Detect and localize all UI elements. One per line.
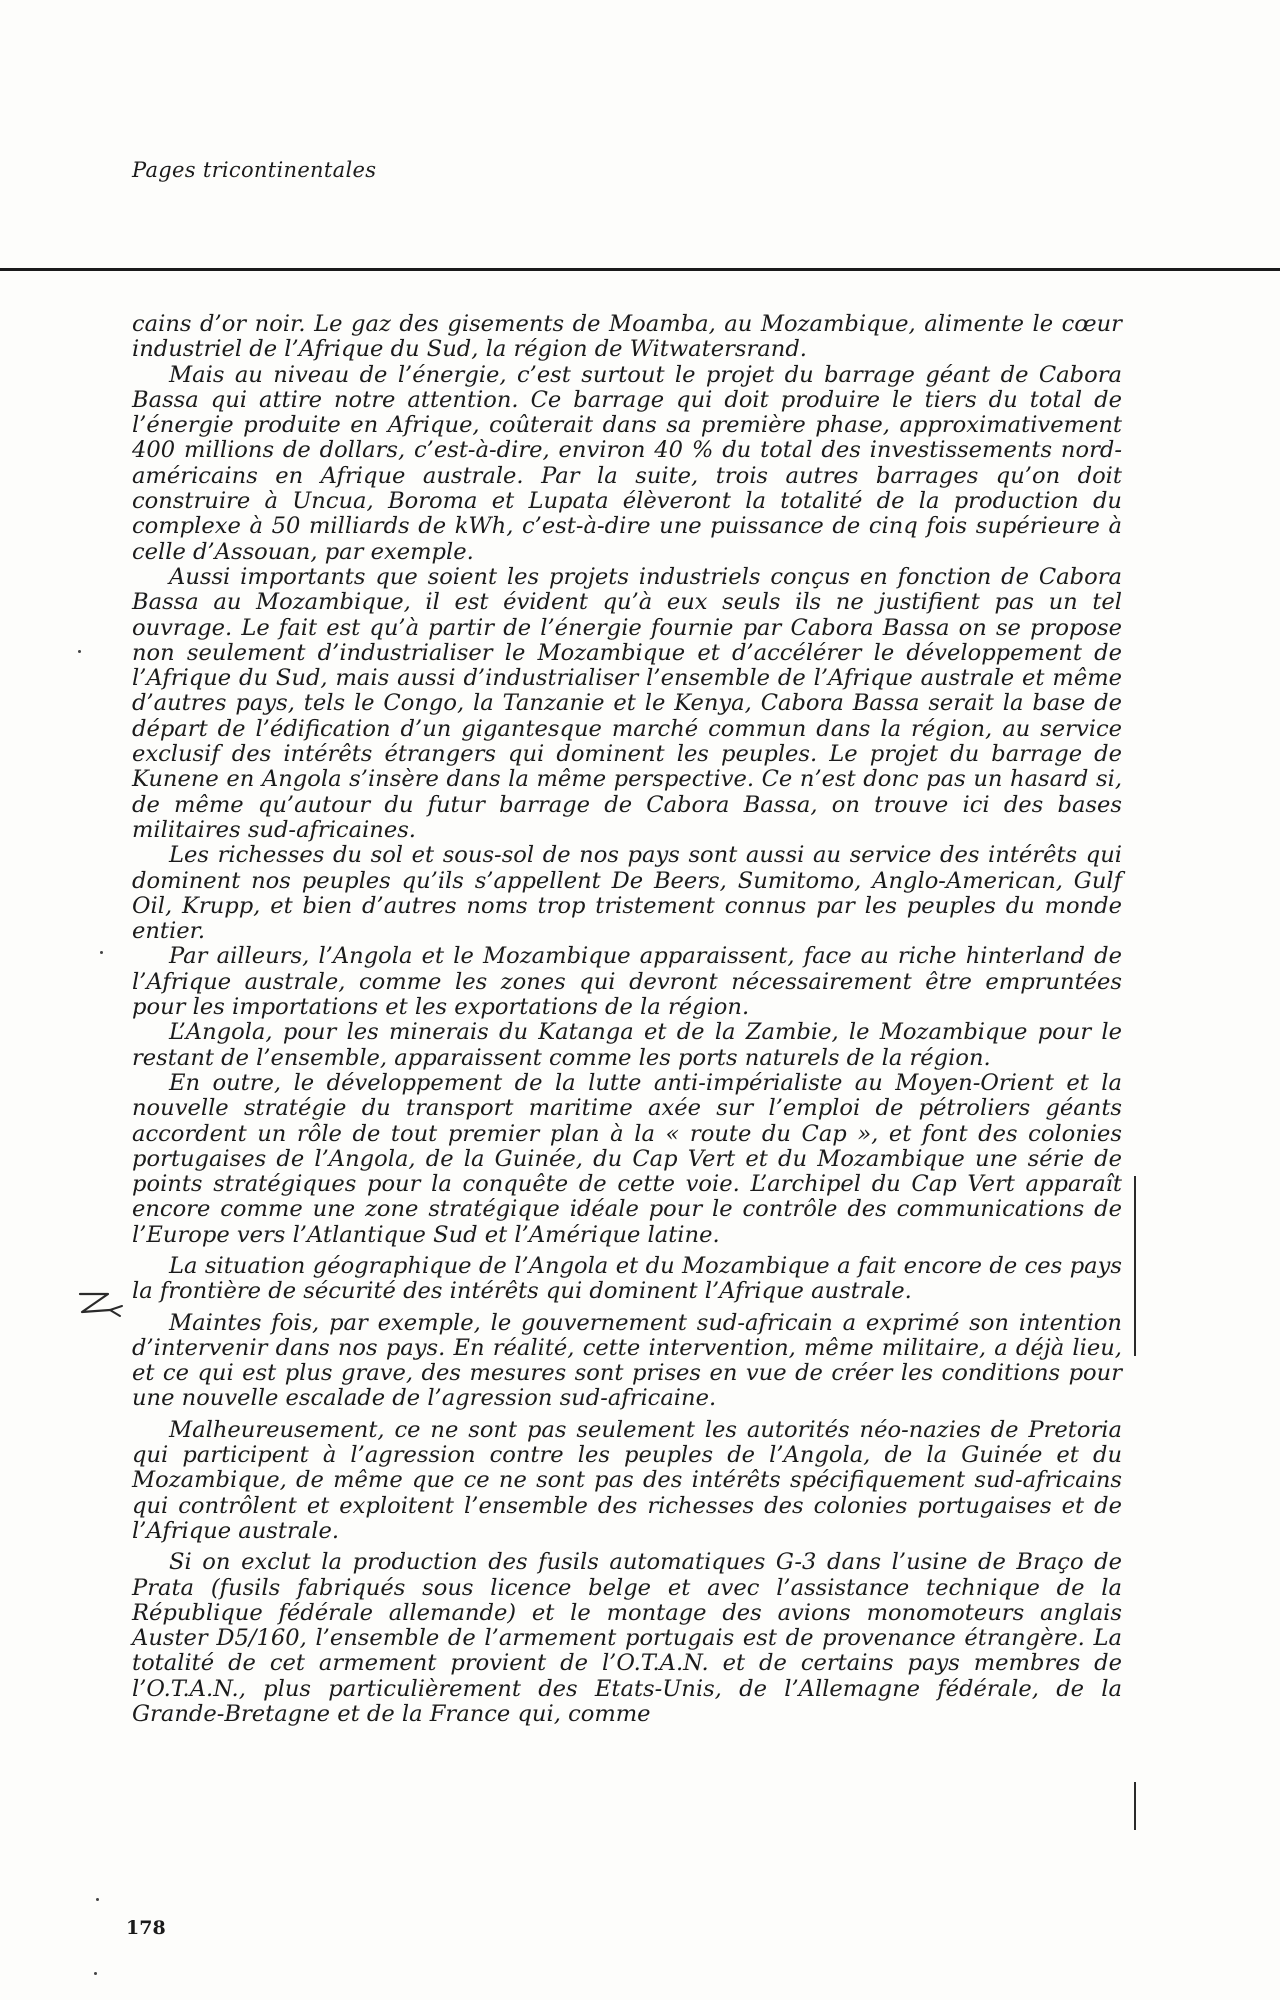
page-number: 178 — [126, 1917, 166, 1939]
scan-speck — [100, 951, 103, 954]
margin-bar-annotation — [1134, 1176, 1136, 1356]
scan-speck — [96, 1898, 99, 1901]
scan-speck — [94, 1972, 97, 1975]
scan-speck — [78, 650, 81, 653]
paragraph: Aussi importants que soient les projets industriels conçus en fonction de Cabora Bassa au Mozambique, il est évident qu’à eux seuls ils ne justifient pas un tel ouvrage. Le fait est qu’à partir de l’énergie fournie par Cabora Bassa on se propose non seulement d’industrialiser le Mozambique et d’accélérer le développement de l’Afrique du Sud, mais aussi d’industrialiser l’ensemble de l’Afrique australe et même d’autres pays, tels le Congo, la Tanzanie et le Kenya, Cabora Bassa serait la base de départ de l’édification d’un gigantesque marché commun dans la région, au service exclusif des intérêts étrangers qui dominent les peuples. Le projet du barrage de Kunene en Angola s’insère dans la même perspective. Ce n’est donc pas un hasard si, de même qu’autour du futur barrage de Cabora Bassa, on trouve ici des bases militaires sud-africaines. — [132, 563, 1122, 843]
margin-arrow-mark-icon — [74, 1286, 126, 1328]
paragraph: Malheureusement, ce ne sont pas seulement les autorités néo-nazies de Pretoria qui participent à l’agression contre les peuples de l’Angola, de la Guinée et du Mozambique, de même que ce ne sont pas des intérêts spécifiquement sud-africains qui contrôlent et exploitent l’ensemble des richesses des colonies portugaises et de l’Afrique australe. — [132, 1416, 1122, 1544]
header-rule — [0, 268, 1280, 271]
paragraph: En outre, le développement de la lutte anti-impérialiste au Moyen-Orient et la nouvelle stratégie du transport maritime axée sur l’emploi de pétroliers géants accordent un rôle de tout premier plan à la « route du Cap », et font des colonies portugaises de l’Angola, de la Guinée, du Cap Vert et du Mozambique une série de points stratégiques pour la conquête de cette voie. L’archipel du Cap Vert apparaît encore comme une zone stratégique idéale pour le contrôle des communications de l’Europe vers l’Atlantique Sud et l’Amérique latine. — [132, 1069, 1122, 1248]
article-body — [132, 312, 1122, 1727]
paragraph: Mais au niveau de l’énergie, c’est surtout le projet du barrage géant de Cabora Bassa qui attire notre attention. Ce barrage qui doit produire le tiers du total de l’énergie produite en Afrique, coûterait dans sa première phase, approximativement 400 millions de dollars, c’est-à-dire, environ 40 % du total des investissements nord-américains en Afrique australe. Par la suite, trois autres barrages qu’on doit construire à Uncua, Boroma et Lupata élèveront la totalité de la production du complexe à 50 milliards de kWh, c’est-à-dire une puissance de cinq fois supérieure à celle d’Assouan, par exemple. — [132, 361, 1122, 565]
paragraph: Maintes fois, par exemple, le gouvernement sud-africain a exprimé son intention d’intervenir dans nos pays. En réalité, cette intervention, même militaire, a déjà lieu, et ce qui est plus grave, des mesures sont prises en vue de créer les conditions pour une nouvelle escalade de l’agression sud-africaine. — [132, 1309, 1122, 1412]
paragraph: La situation géographique de l’Angola et du Mozambique a fait encore de ces pays la frontière de sécurité des intérêts qui dominent l’Afrique australe. — [132, 1252, 1122, 1305]
paragraph: Les richesses du sol et sous-sol de nos pays sont aussi au service des intérêts qui dominent nos peuples qu’ils s’appellent De Beers, Sumitomo, Anglo-American, Gulf Oil, Krupp, et bien d’autres noms trop tristement connus par les peuples du monde entier. — [132, 842, 1122, 945]
paragraph: cains d’or noir. Le gaz des gisements de Moamba, au Mozambique, alimente le cœur industriel de l’Afrique du Sud, la région de Witwatersrand. — [132, 311, 1122, 363]
paragraph: L’Angola, pour les minerais du Katanga et de la Zambie, le Mozambique pour le restant de l’ensemble, apparaissent comme les ports naturels de la région. — [132, 1019, 1122, 1071]
paragraph: Si on exclut la production des fusils automatiques G-3 dans l’usine de Braço de Prata (fusils fabriqués sous licence belge et avec l’assistance technique de la République fédérale allemande) et le montage des avions monomoteurs anglais Auster D5/160, l’ensemble de l’armement portugais est de provenance étrangère. La totalité de cet armement provient de l’O.T.A.N. et de certains pays membres de l’O.T.A.N., plus particulièrement des Etats-Unis, de l’Allemagne fédérale, de la Grande-Bretagne et de la France qui, comme — [132, 1549, 1122, 1728]
paragraph: Par ailleurs, l’Angola et le Mozambique apparaissent, face au riche hinterland de l’Afrique australe, comme les zones qui devront nécessairement être empruntées pour les importations et les exportations de la région. — [132, 943, 1122, 1021]
margin-bar-annotation — [1134, 1782, 1136, 1830]
running-title: Pages tricontinentales — [132, 158, 377, 182]
